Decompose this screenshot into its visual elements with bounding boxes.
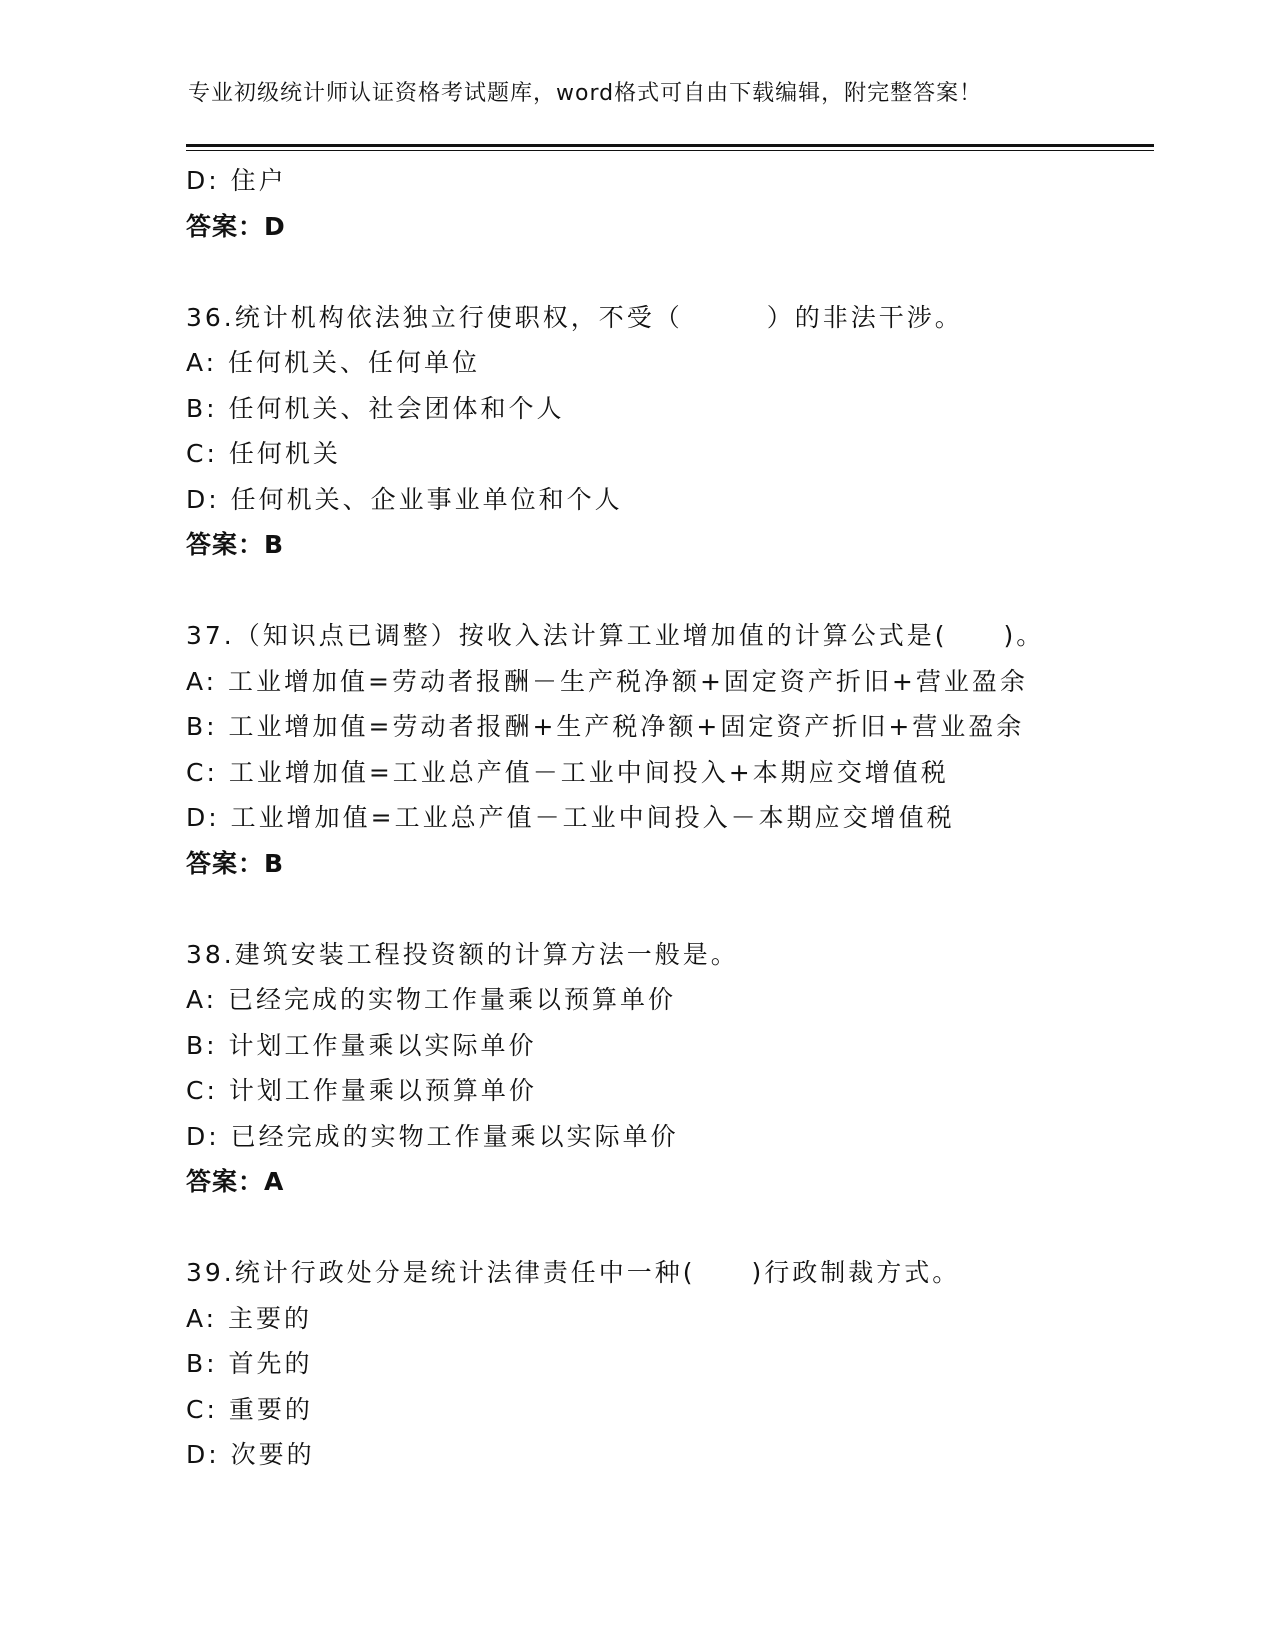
answer-line: 答案：A — [186, 1167, 285, 1196]
option-line: D: 次要的 — [186, 1440, 315, 1469]
blank-line — [186, 886, 1154, 932]
option-line: B: 工业增加值=劳动者报酬+生产税净额+固定资产折旧+营业盈余 — [186, 712, 1025, 741]
option-line: D: 住户 — [186, 166, 287, 195]
option-line: C: 任何机关 — [186, 439, 341, 468]
question-text: 36.统计机构依法独立行使职权，不受（ ）的非法干涉。 — [186, 302, 963, 332]
answer-line: 答案：B — [186, 848, 285, 878]
option-line: A: 主要的 — [186, 1303, 313, 1333]
answer-line: 答案：B — [186, 530, 285, 559]
question-list — [186, 158, 1154, 1478]
header-rule-thick — [186, 144, 1154, 147]
page-header: 专业初级统计师认证资格考试题库，word格式可自由下载编辑，附完整答案！ — [188, 81, 983, 106]
question-text: 39.统计行政处分是统计法律责任中一种( )行政制裁方式。 — [186, 1258, 961, 1287]
option-line: D: 任何机关、企业事业单位和个人 — [186, 484, 623, 514]
option-line: D: 已经完成的实物工作量乘以实际单价 — [186, 1121, 679, 1151]
option-line: A: 已经完成的实物工作量乘以预算单价 — [186, 985, 677, 1014]
question-text: 38.建筑安装工程投资额的计算方法一般是。 — [186, 939, 739, 969]
header-rule-thin — [186, 150, 1154, 151]
question-text: 37.（知识点已调整）按收入法计算工业增加值的计算公式是( )。 — [186, 621, 1045, 650]
option-line: A: 工业增加值=劳动者报酬－生产税净额+固定资产折旧+营业盈余 — [186, 666, 1028, 696]
option-line: B: 首先的 — [186, 1349, 313, 1378]
option-line: C: 工业增加值=工业总产值－工业中间投入+本期应交增值税 — [186, 757, 949, 787]
blank-line — [186, 249, 1154, 295]
option-line: C: 重要的 — [186, 1394, 313, 1424]
option-line: C: 计划工作量乘以预算单价 — [186, 1076, 537, 1105]
answer-line: 答案：D — [186, 211, 286, 241]
option-line: B: 任何机关、社会团体和个人 — [186, 393, 565, 423]
blank-line — [186, 568, 1154, 614]
option-line: D: 工业增加值=工业总产值－工业中间投入－本期应交增值税 — [186, 803, 955, 832]
blank-line — [186, 1205, 1154, 1251]
option-line: A: 任何机关、任何单位 — [186, 348, 481, 377]
option-line: B: 计划工作量乘以实际单价 — [186, 1030, 537, 1060]
